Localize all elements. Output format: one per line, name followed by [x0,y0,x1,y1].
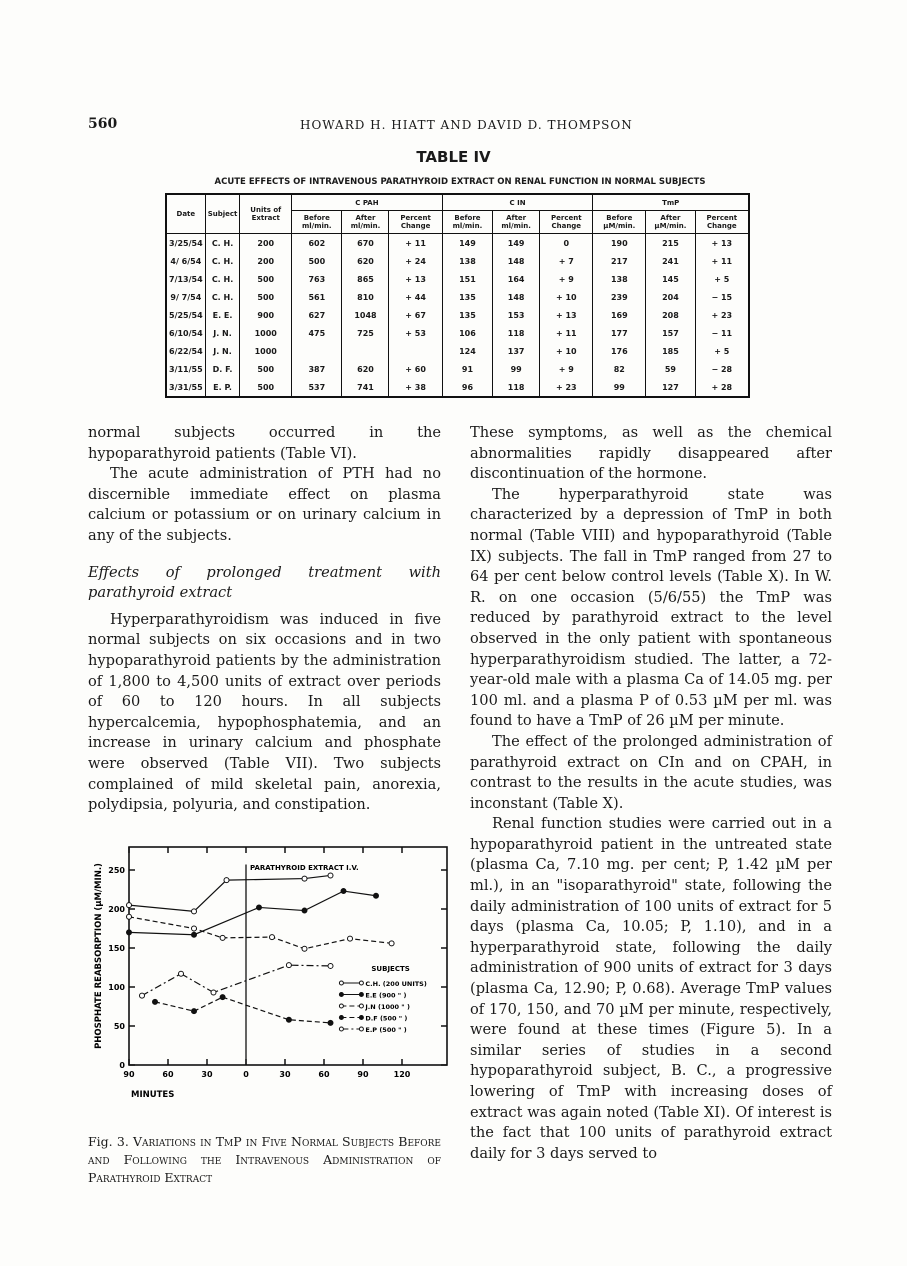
table-cell: 118 [493,324,540,342]
table-row [166,288,749,306]
legend-entry: E.E (900 " ) [365,991,407,1000]
table-cell: + 23 [695,306,749,324]
data-point [211,990,216,995]
table-cell: 204 [646,288,695,306]
table-cell: D. F. [205,360,240,378]
table-caption: ACUTE EFFECTS OF INTRAVENOUS PARATHYROID EXTRACT ON RENAL FUNCTION IN NORMAL SUBJECTS [214,177,706,187]
subheader: Before ml/min. [292,211,342,234]
table-cell: + 11 [389,234,442,253]
paragraph: Renal function studies were carried out in a hypoparathyroid patient in the untreated state (plasma Ca, 7.10 mg. per cent; P, 1.42 µM per ml.), in an "isoparathyroid" state, following the daily administration of 100 units of extract for 5 days (plasma Ca, 10.05; P, 1.10), and in a hyperparathyroid state, following the daily administration of 900 units of extract for 3 days (plasma Ca, 12.90; P, 0.68). Average TmP values of 170, 150, and 70 µM per minute, respectively, were found at these times (Figure 5). In a similar series of studies in a second hypoparathyroid subject, B. C., a progressive lowering of TmP with increasing doses of extract was again noted (Table XI). Of interest is the fact that 100 units of parathyroid extract daily for 3 days served to [470,815,832,1162]
table-cell: + 5 [695,270,749,288]
table-cell: 127 [646,378,695,397]
annotation: PARATHYROID EXTRACT I.V. [250,864,359,872]
figure-caption [88,1133,441,1187]
table-cell: + 13 [389,270,442,288]
table-cell [292,342,342,360]
data-point [220,935,225,940]
table-cell: 99 [593,378,646,397]
data-point [286,963,291,968]
table-cell: 627 [292,306,342,324]
y-axis-label: PHOSPHATE REABSORPTION (µM/MIN.) [94,863,104,1049]
data-point [153,999,158,1004]
subheader: Before ml/min. [442,211,492,234]
table-cell: + 28 [695,378,749,397]
table-cell: J. N. [205,324,240,342]
table-cell: 500 [240,270,292,288]
table-cell: 217 [593,252,646,270]
table-cell: 0 [540,234,593,253]
table-cell: 215 [646,234,695,253]
series-line [155,997,331,1023]
table-row [166,378,749,397]
data-point [302,876,307,881]
header-date: Date [166,194,205,234]
table-cell: 138 [593,270,646,288]
table-cell: + 9 [540,270,593,288]
data-point [302,946,307,951]
legend-marker [339,1004,343,1008]
table-cell: E. P. [205,378,240,397]
legend-marker [359,1027,363,1031]
table-cell: 59 [646,360,695,378]
series-line [129,891,376,935]
subheader: After ml/min. [342,211,389,234]
subheader: After µM/min. [646,211,695,234]
table-cell: 124 [442,342,492,360]
table-cell: 148 [493,252,540,270]
legend-entry: E.P (500 " ) [365,1026,407,1034]
x-tick-label: 60 [162,1070,174,1079]
legend-marker [339,993,343,997]
table-row [166,270,749,288]
table-cell: 561 [292,288,342,306]
data-point [341,889,346,894]
table-cell: E. E. [205,306,240,324]
data-point [328,963,333,968]
data-point [389,941,394,946]
table-row [166,234,749,253]
table-cell: 200 [240,252,292,270]
paragraph: These symptoms, as well as the chemical abnormalities rapidly disappeared after discontinuation of the hormone. [470,424,832,483]
table-cell: 900 [240,306,292,324]
table-cell: 387 [292,360,342,378]
x-tick-label: 120 [393,1070,411,1079]
right-column [470,423,832,1164]
legend-marker [359,981,363,985]
table-cell: + 10 [540,288,593,306]
data-point [220,995,225,1000]
x-tick-label: 30 [201,1070,213,1079]
table-row [166,252,749,270]
data-point [192,932,197,937]
table-cell: 200 [240,234,292,253]
table-cell: − 15 [695,288,749,306]
data-point [179,971,184,976]
subheader: After ml/min. [493,211,540,234]
table-cell: 1048 [342,306,389,324]
subheader: Before µM/min. [593,211,646,234]
table-cell: 135 [442,288,492,306]
table-cell: + 11 [540,324,593,342]
table-cell: 763 [292,270,342,288]
header-cin: C IN [442,194,593,211]
table-cell: 537 [292,378,342,397]
table-cell: 118 [493,378,540,397]
legend-entry: J.N (1000 " ) [365,1003,410,1011]
table-cell: 135 [442,306,492,324]
legend-entry: C.H. (200 UNITS) [365,980,427,988]
y-tick-label: 100 [108,983,125,992]
table-cell: 82 [593,360,646,378]
table-cell: 500 [240,378,292,397]
table-cell: 620 [342,252,389,270]
figure-label: Fig. 3. [88,1134,129,1149]
y-tick-label: 50 [113,1022,125,1031]
table-cell: 190 [593,234,646,253]
table-cell: 3/11/55 [166,360,205,378]
figure-3-chart [80,835,460,1130]
table-cell: 7/13/54 [166,270,205,288]
table-cell: C. H. [205,252,240,270]
subheader: Percent Change [695,211,749,234]
series-line [129,875,331,911]
table-cell: 241 [646,252,695,270]
table-cell: − 11 [695,324,749,342]
figure-caption-text: Variations in TmP in Five Normal Subjects Before and Following the Intravenous Administration of Parathyroid Extract [88,1134,441,1185]
table-row [166,324,749,342]
table-cell: 99 [493,360,540,378]
table-cell: 91 [442,360,492,378]
paragraph: The effect of the prolonged administration of parathyroid extract on CIn and on CPAH, in contrast to the results in the acute studies, was inconstant (Table X). [470,732,832,812]
table-cell: + 5 [695,342,749,360]
table-cell: 106 [442,324,492,342]
table-cell: 810 [342,288,389,306]
legend-marker [359,993,363,997]
table-cell: C. H. [205,270,240,288]
y-tick-label: 250 [108,866,125,875]
paragraph: normal subjects occurred in the hypoparathyroid patients (Table VI). [88,424,441,462]
table-cell: 169 [593,306,646,324]
table-cell: J. N. [205,342,240,360]
table-cell: 741 [342,378,389,397]
data-point [348,936,353,941]
table-cell: 500 [292,252,342,270]
data-point [302,908,307,913]
table-cell: + 44 [389,288,442,306]
table-cell: 6/10/54 [166,324,205,342]
data-point [328,1020,333,1025]
series-line [142,965,331,995]
legend-title: SUBJECTS [371,965,410,973]
section-heading: Effects of prolonged treatment with parathyroid extract [88,563,441,602]
table-cell: 1000 [240,342,292,360]
table-cell: 6/22/54 [166,342,205,360]
legend-entry: D.F (500 " ) [365,1014,408,1023]
data-point [127,914,132,919]
table-cell: 602 [292,234,342,253]
x-tick-label: 90 [123,1070,135,1079]
table-cell: 725 [342,324,389,342]
table-cell: 475 [292,324,342,342]
table-cell: + 9 [540,360,593,378]
table-row [166,342,749,360]
table-cell: C. H. [205,234,240,253]
table-cell: 670 [342,234,389,253]
data-point [374,893,379,898]
data-point [140,993,145,998]
table-cell: 500 [240,288,292,306]
y-tick-label: 0 [119,1061,125,1070]
data-point [192,1009,197,1014]
table-row [166,306,749,324]
table-cell: 137 [493,342,540,360]
table-cell: 149 [442,234,492,253]
table-cell: 145 [646,270,695,288]
legend-marker [339,981,343,985]
legend-marker [359,1016,363,1020]
table-cell: C. H. [205,288,240,306]
table-title: TABLE IV [416,148,491,166]
data-point [328,873,333,878]
table-cell: 176 [593,342,646,360]
table-cell: 1000 [240,324,292,342]
table-cell: 239 [593,288,646,306]
table-cell [389,342,442,360]
header-cpah: C PAH [292,194,443,211]
left-column [88,423,441,816]
table-cell: + 7 [540,252,593,270]
data-point [270,935,275,940]
page-number: 560 [88,116,118,132]
table-cell: 96 [442,378,492,397]
data-point [127,903,132,908]
table-cell: 620 [342,360,389,378]
y-tick-label: 200 [108,905,125,914]
running-head: HOWARD H. HIATT AND DAVID D. THOMPSON [300,118,633,132]
data-point [192,926,197,931]
table-cell: 164 [493,270,540,288]
series-line [129,917,392,949]
table-cell: + 60 [389,360,442,378]
table-cell: − 28 [695,360,749,378]
table-cell: + 10 [540,342,593,360]
table-cell [342,342,389,360]
x-tick-label: 90 [357,1070,369,1079]
paragraph: Hyperparathyroidism was induced in five normal subjects on six occasions and in two hypoparathyroid patients by the administration of 1,800 to 4,500 units of extract over periods of 60 to 120 hours. In all subjects hypercalcemia, hypophosphatemia, and an increase in urinary calcium and phosphate were observed (Table VII). Two subjects complained of mild skeletal pain, anorexia, polydipsia, polyuria, and constipation. [88,610,441,814]
table-cell: 3/25/54 [166,234,205,253]
legend-marker [339,1016,343,1020]
table-cell: + 13 [695,234,749,253]
table-cell: 3/31/55 [166,378,205,397]
table-cell: + 38 [389,378,442,397]
table-cell: 4/ 6/54 [166,252,205,270]
x-tick-label: 60 [318,1070,330,1079]
table-cell: 500 [240,360,292,378]
x-tick-label: 0 [243,1070,249,1079]
table-cell: + 11 [695,252,749,270]
x-axis-label: MINUTES [131,1090,175,1100]
table-cell: 151 [442,270,492,288]
x-tick-label: 30 [279,1070,291,1079]
legend-marker [339,1027,343,1031]
subheader: Percent Change [540,211,593,234]
table-cell: 208 [646,306,695,324]
header-units: Units of Extract [240,194,292,234]
data-point [127,930,132,935]
table-cell: + 23 [540,378,593,397]
legend-marker [359,1004,363,1008]
table-cell: + 24 [389,252,442,270]
table-cell: 5/25/54 [166,306,205,324]
data-point [192,909,197,914]
data-point [257,905,262,910]
table-cell: 138 [442,252,492,270]
table-cell: + 67 [389,306,442,324]
y-tick-label: 150 [108,944,125,953]
header-subject: Subject [205,194,240,234]
table-cell: 9/ 7/54 [166,288,205,306]
paragraph: The acute administration of PTH had no discernible immediate effect on plasma calcium or potassium or on urinary calcium in any of the subjects. [88,465,441,544]
table-cell: 148 [493,288,540,306]
table-cell: 149 [493,234,540,253]
table-cell: 153 [493,306,540,324]
data-point [286,1017,291,1022]
header-tmp: TmP [593,194,749,211]
table-row [166,360,749,378]
table-cell: + 53 [389,324,442,342]
table-cell: 177 [593,324,646,342]
subheader: Percent Change [389,211,442,234]
table-cell: 865 [342,270,389,288]
data-table [165,193,750,398]
data-point [224,878,229,883]
paragraph: The hyperparathyroid state was characterized by a depression of TmP in both normal (Table VIII) and hypoparathyroid (Table IX) subjects. The fall in TmP ranged from 27 to 64 per cent below control levels (Table X). In W. R. on one occasion (5/6/55) the TmP was reduced by parathyroid extract to the level observed in the only patient with spontaneous hyperparathyroidism studied. The latter, a 72-year-old male with a plasma Ca of 14.05 mg. per 100 ml. and a plasma P of 0.53 µM per ml. was found to have a TmP of 26 µM per minute. [470,485,832,730]
table-cell: 157 [646,324,695,342]
table-cell: + 13 [540,306,593,324]
table-cell: 185 [646,342,695,360]
